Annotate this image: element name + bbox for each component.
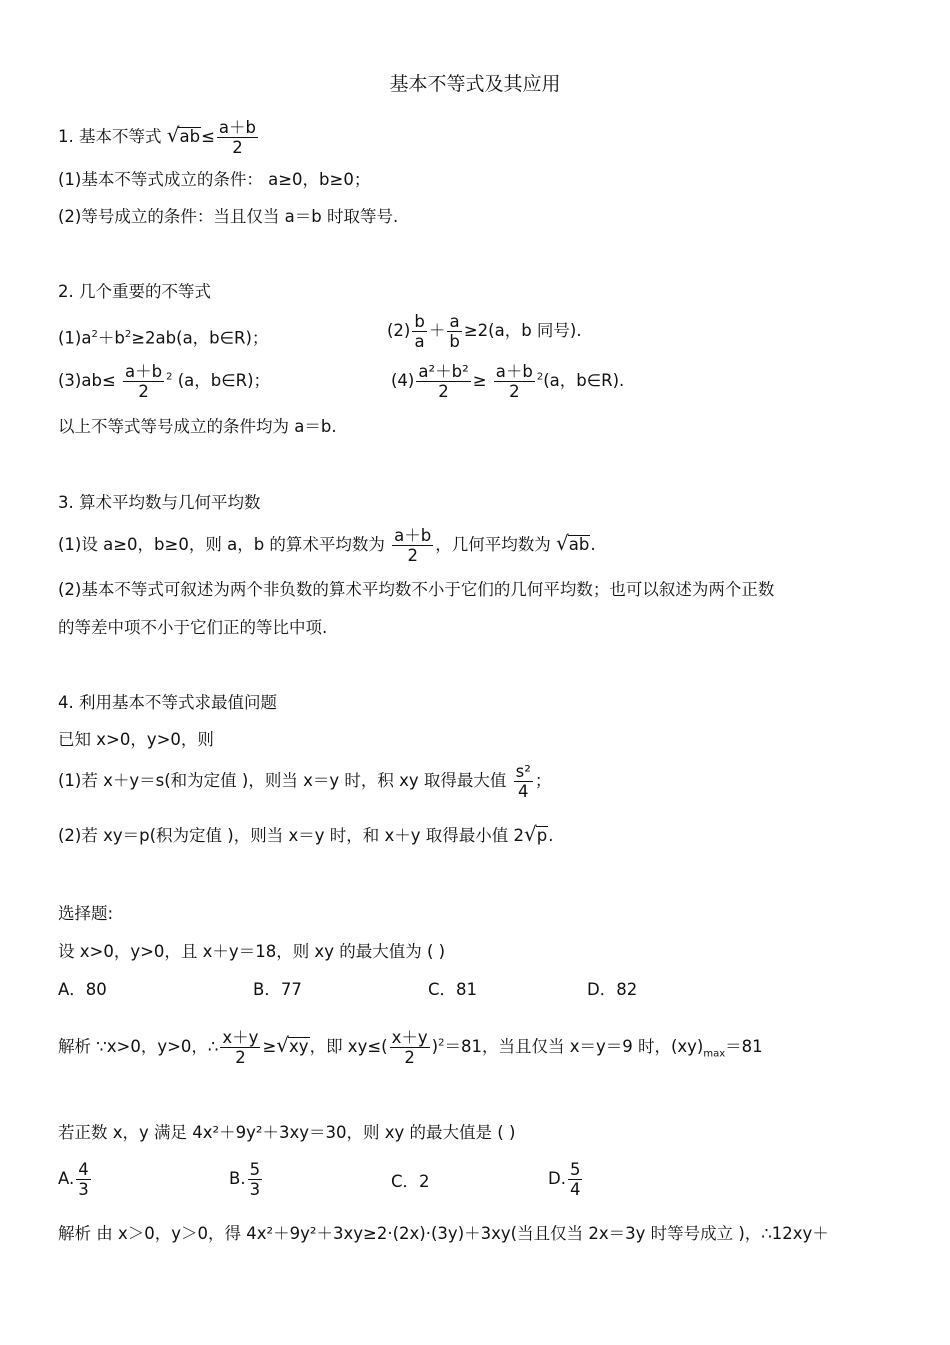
- text: (a，b∈R)；: [177, 371, 271, 390]
- numerator: a²＋b²: [418, 362, 469, 381]
- text: D.: [548, 1169, 566, 1188]
- text: ，几何平均数为: [435, 535, 557, 554]
- s1-condition: (1)基本不等式成立的条件： a≥0，b≥0；: [58, 170, 371, 189]
- s3-para-2a: (2)基本不等式可叙述为两个非负数的算术平均数不小于它们的几何平均数；也可以叙述为两个正数: [58, 580, 775, 599]
- denominator: 2: [138, 382, 149, 401]
- numerator: a: [447, 312, 461, 332]
- denominator: 2: [509, 382, 520, 401]
- q2-option-a[interactable]: [58, 1160, 93, 1199]
- fraction: [390, 1028, 430, 1067]
- section-1-heading: [58, 118, 260, 157]
- radical-sign: √: [524, 822, 537, 846]
- text: B.: [229, 1169, 246, 1188]
- denominator: 2: [232, 138, 243, 157]
- q2-option-b[interactable]: [229, 1160, 264, 1199]
- text: .: [590, 535, 596, 554]
- numerator: b: [414, 312, 425, 331]
- numerator: x＋y: [222, 1028, 259, 1047]
- s4-para-2: [58, 822, 554, 847]
- fraction-s2-over-4: [514, 762, 533, 801]
- fraction: [416, 362, 470, 401]
- s2-item-2: [387, 312, 582, 351]
- s2-item-1: [58, 324, 268, 350]
- s4-para-1: [58, 762, 551, 801]
- superscript: 2: [166, 371, 173, 383]
- superscript: 2: [438, 1037, 445, 1049]
- s4-given: 已知 x>0，y>0，则: [58, 730, 214, 749]
- q2-solution: 解析 由 x＞0，y＞0，得 4x²＋9y²＋3xy≥2·(2x)·(3y)＋3xy(当且仅当 2x＝3y 时等号成立 )，∴12xy＋: [58, 1224, 829, 1243]
- subscript: max: [703, 1048, 726, 1060]
- sqrt-p: p: [536, 826, 548, 845]
- document-title: 基本不等式及其应用: [389, 73, 561, 95]
- radical-sign: √: [556, 531, 569, 555]
- fraction-a-over-b: [447, 312, 461, 351]
- leq-sign: ≤: [201, 127, 215, 146]
- q1-option-b[interactable]: B．77: [253, 980, 302, 999]
- superscript: 2: [124, 329, 132, 340]
- numerator: a＋b: [394, 526, 432, 545]
- sqrt-ab: ab: [568, 535, 590, 554]
- denominator: 4: [569, 1180, 581, 1199]
- text: (a，b∈R).: [543, 371, 625, 390]
- denominator: 4: [518, 782, 529, 801]
- text: (1)a: [58, 328, 92, 348]
- superscript: 2: [536, 371, 544, 383]
- text: ＝81，当且仅当 x＝y＝9 时，(xy): [444, 1037, 704, 1056]
- numerator: 5: [569, 1160, 581, 1179]
- s2-item-3: [58, 362, 270, 401]
- fraction-b-over-a: [412, 312, 426, 351]
- denominator: 3: [249, 1180, 261, 1199]
- s3-para-2b: 的等差中项不小于它们正的等比中项.: [58, 618, 328, 637]
- question-1: 设 x>0，y>0，且 x＋y＝18，则 xy 的最大值为 ( ): [58, 942, 446, 961]
- text: A.: [58, 1169, 75, 1188]
- text: ＋: [428, 321, 446, 340]
- q1-option-a[interactable]: A．80: [58, 980, 107, 999]
- s3-para-1: [58, 526, 596, 565]
- section-2-title: 2. 几个重要的不等式: [58, 282, 211, 301]
- text: 解析 ∵x>0，y>0，∴: [58, 1037, 219, 1056]
- q2-option-d[interactable]: [548, 1160, 584, 1199]
- text: ＋b: [97, 328, 125, 348]
- text: ≥2ab(a，b∈R)；: [131, 328, 269, 348]
- radical-sign: √: [166, 123, 180, 147]
- text: ，即 xy≤(: [309, 1037, 388, 1056]
- numerator: 5: [249, 1160, 261, 1179]
- s2-item-4: [391, 362, 624, 401]
- denominator: 3: [78, 1180, 89, 1199]
- text: ；: [534, 771, 552, 790]
- denominator: 2: [404, 1048, 415, 1067]
- sqrt-xy: xy: [289, 1037, 309, 1056]
- text: ≥2(a，b 同号).: [463, 321, 582, 340]
- fraction: [248, 1160, 263, 1199]
- numerator: s²: [515, 762, 531, 781]
- text: (4): [391, 371, 415, 390]
- fraction-a-plus-b-over-2: [217, 118, 258, 157]
- q2-option-c[interactable]: C．2: [391, 1172, 430, 1191]
- text: (1)若 x＋y＝s(和为定值 )，则当 x＝y 时，积 xy 取得最大值: [58, 771, 512, 790]
- text: ≥: [262, 1037, 277, 1056]
- denominator: 2: [407, 546, 418, 565]
- numerator: a＋b: [218, 118, 256, 137]
- q1-solution: 解析 ∵x>0，y>0，∴ $\frac{x+y}{2}$ ≥√xy，即 xy≤( $\frac{x+y}{2}$ )$^2$＝81，当且仅当 x＝y＝9 时，$(xy)_{max}=81$: [58, 1028, 763, 1067]
- fraction: [392, 526, 433, 565]
- text: (2): [387, 321, 411, 340]
- denominator: 2: [438, 382, 449, 401]
- q1-option-d[interactable]: D．82: [587, 980, 638, 999]
- s1-equality: (2)等号成立的条件：当且仅当 a＝b 时取等号.: [58, 207, 399, 226]
- text: ≥: [472, 371, 492, 390]
- section-1-title: 1. 基本不等式: [58, 127, 167, 146]
- text: (2)若 xy＝p(积为定值 )，则当 x＝y 时，和 x＋y 取得最小值 2: [58, 826, 525, 845]
- text: (3)ab≤: [58, 371, 122, 390]
- question-2: 若正数 x，y 满足 4x²＋9y²＋3xy＝30，则 xy 的最大值是 ( ): [58, 1123, 516, 1142]
- numerator: 4: [78, 1160, 89, 1179]
- fraction: [220, 1028, 260, 1067]
- superscript: 2: [91, 329, 98, 340]
- radical-sign: √: [276, 1033, 290, 1057]
- text: ＝81: [725, 1037, 763, 1056]
- numerator: a＋b: [495, 362, 533, 381]
- section-3-title: 3. 算术平均数与几何平均数: [58, 493, 261, 512]
- sqrt-ab: ab: [179, 127, 201, 146]
- denominator: a: [414, 332, 425, 351]
- section-4-title: 4. 利用基本不等式求最值问题: [58, 693, 277, 712]
- choice-heading: 选择题:: [58, 904, 114, 923]
- text: .: [548, 826, 554, 845]
- fraction: [123, 362, 164, 401]
- fraction: [494, 362, 535, 401]
- denominator: 2: [235, 1048, 246, 1067]
- numerator: x＋y: [391, 1028, 428, 1047]
- fraction: [76, 1160, 91, 1199]
- text: (1)设 a≥0，b≥0，则 a，b 的算术平均数为: [58, 535, 391, 554]
- fraction: [568, 1160, 583, 1199]
- numerator: a＋b: [125, 362, 163, 381]
- s2-note: 以上不等式等号成立的条件均为 a＝b.: [58, 417, 337, 436]
- q1-option-c[interactable]: C．81: [428, 980, 478, 999]
- denominator: b: [449, 332, 460, 351]
